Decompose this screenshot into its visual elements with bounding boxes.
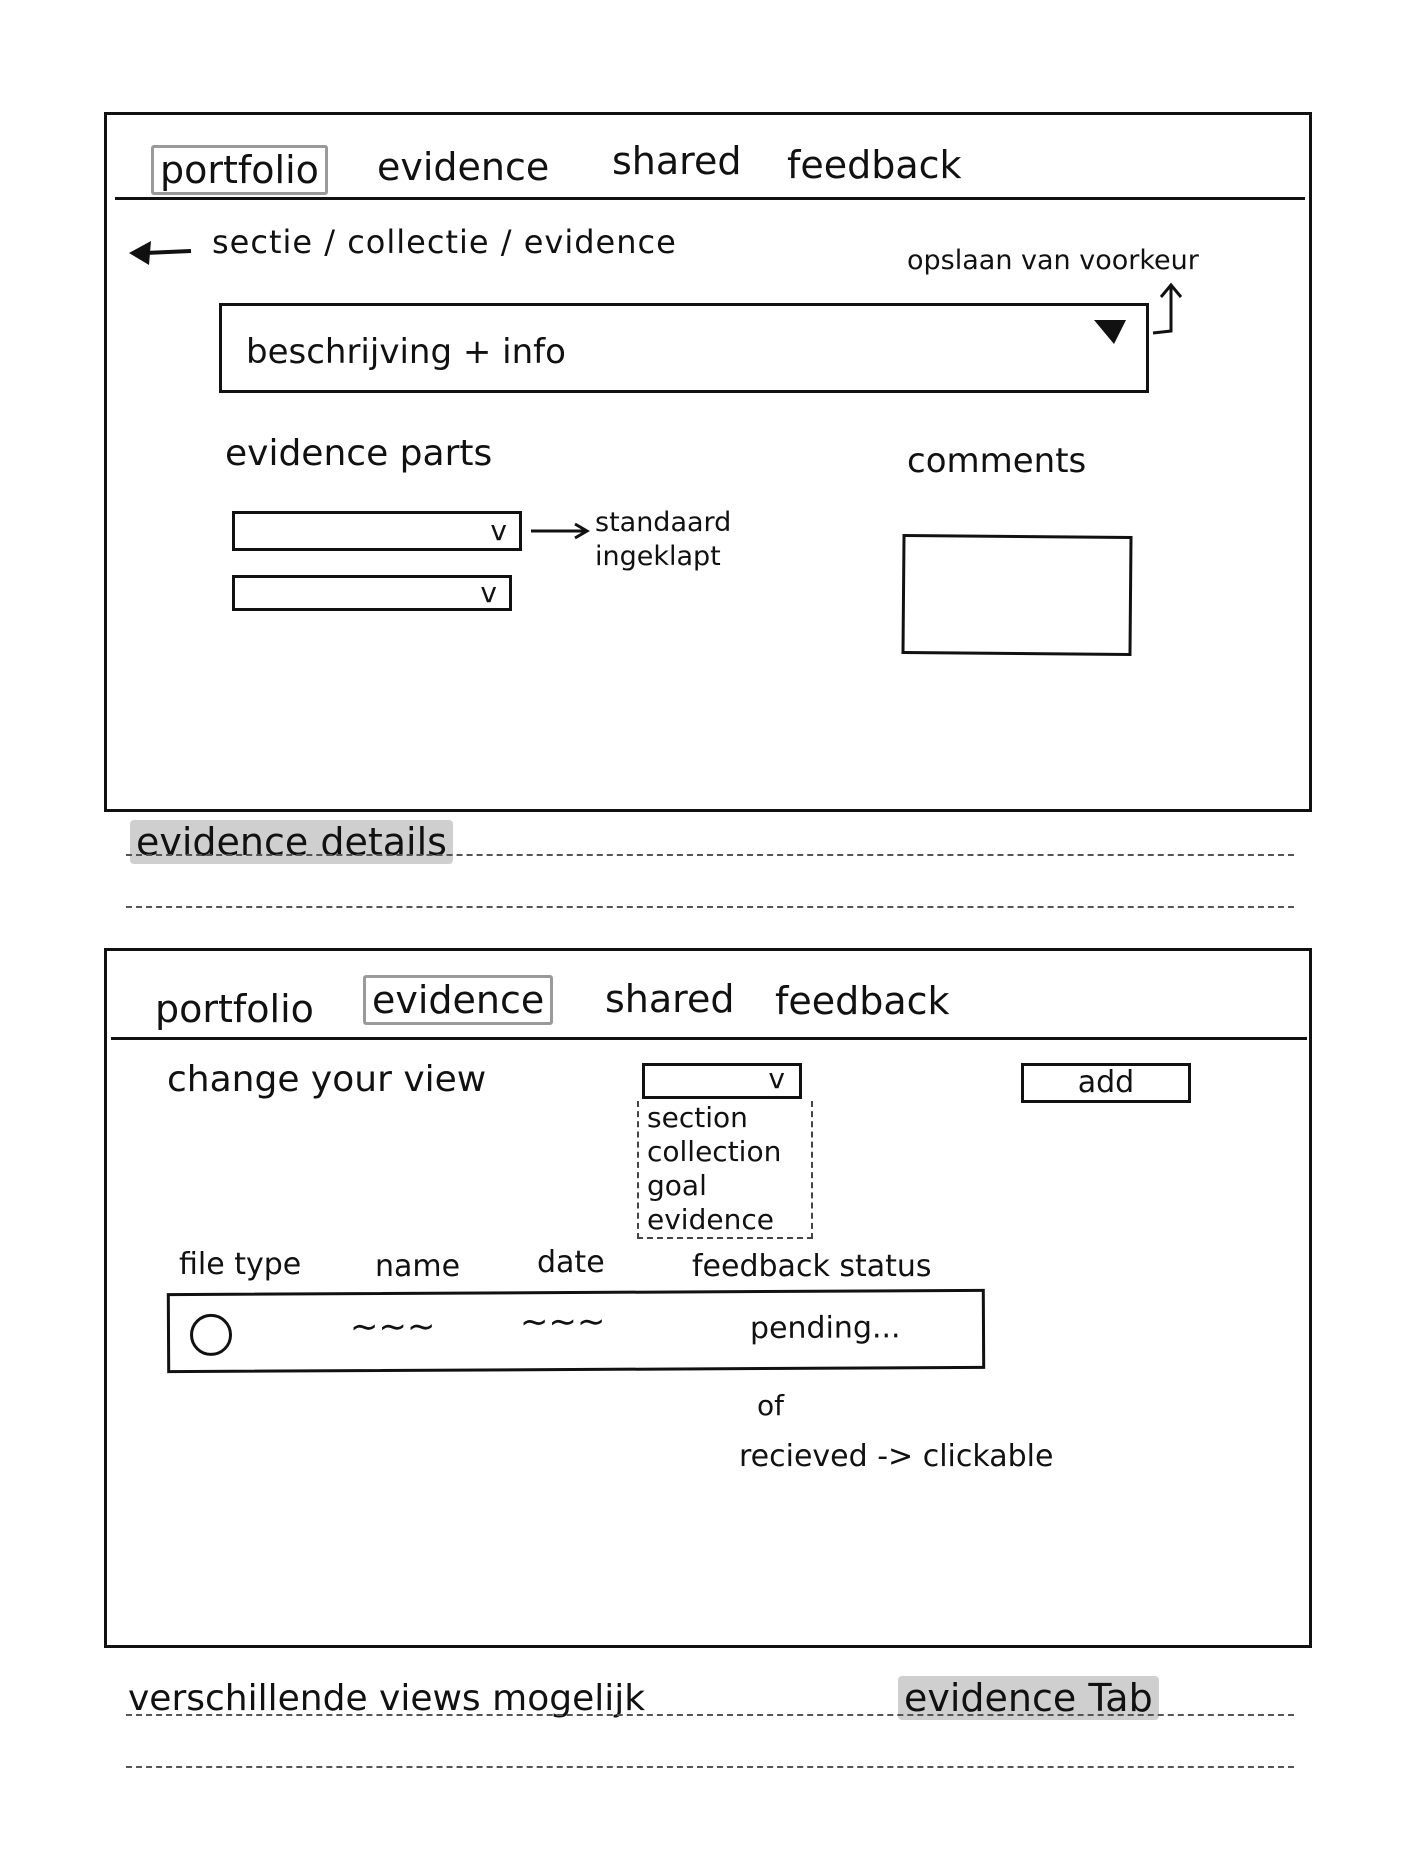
row-name: ~~~ <box>349 1306 436 1348</box>
tab-evidence[interactable]: evidence <box>377 145 550 189</box>
comments-label: comments <box>907 441 1087 481</box>
default-collapsed-arrow-icon <box>529 521 593 541</box>
tab-shared[interactable]: shared <box>612 139 742 183</box>
evidence-parts-label: evidence parts <box>225 433 493 474</box>
description-field-label: beschrijving + info <box>246 332 566 372</box>
save-preference-note: opslaan van voorkeur <box>907 245 1199 276</box>
tab-bar-divider <box>111 1037 1307 1040</box>
view-dropdown-menu <box>637 1101 813 1239</box>
breadcrumb[interactable]: sectie / collectie / evidence <box>212 223 677 261</box>
change-view-label: change your view <box>167 1059 487 1100</box>
tab-feedback[interactable]: feedback <box>787 143 962 187</box>
tab-bar-divider <box>115 197 1305 200</box>
file-type-icon <box>190 1314 232 1356</box>
tab-shared[interactable]: shared <box>605 977 735 1021</box>
column-file-type: file type <box>179 1247 302 1282</box>
view-select[interactable] <box>642 1063 802 1099</box>
or-note: of <box>757 1389 784 1422</box>
caption-line <box>126 854 1294 856</box>
row-date: ~~~ <box>519 1301 606 1343</box>
back-arrow-icon[interactable] <box>125 233 195 273</box>
column-feedback-status: feedback status <box>692 1249 932 1284</box>
view-option-goal[interactable]: goal <box>647 1169 707 1202</box>
row-feedback-status[interactable]: pending... <box>749 1310 901 1347</box>
caption-line <box>126 906 1294 908</box>
tab-portfolio[interactable]: portfolio <box>151 145 328 195</box>
wireframe-evidence-details <box>104 112 1312 812</box>
chevron-down-icon: v <box>490 514 507 547</box>
tab-feedback[interactable]: feedback <box>775 979 950 1023</box>
add-button[interactable] <box>1021 1063 1191 1103</box>
tab-portfolio[interactable]: portfolio <box>155 987 314 1031</box>
view-option-collection[interactable]: collection <box>647 1135 782 1168</box>
save-arrow-icon <box>1149 281 1189 341</box>
chevron-down-icon: v <box>768 1062 785 1095</box>
evidence-part-select-2[interactable] <box>232 575 512 611</box>
caption-line <box>126 1714 1294 1716</box>
default-collapsed-note-line1: standaard <box>595 507 732 538</box>
chevron-down-icon: v <box>480 576 497 609</box>
view-option-section[interactable]: section <box>647 1101 748 1134</box>
caption-line <box>126 1766 1294 1768</box>
column-date: date <box>537 1245 605 1280</box>
view-option-evidence[interactable]: evidence <box>647 1203 774 1236</box>
dropdown-triangle-icon[interactable] <box>1092 316 1128 346</box>
add-button-label: add <box>1077 1065 1135 1100</box>
default-collapsed-note-line2: ingeklapt <box>595 541 721 572</box>
evidence-part-select-1[interactable] <box>232 511 522 551</box>
comments-box[interactable] <box>901 534 1132 656</box>
caption-views-possible: verschillende views mogelijk <box>128 1678 646 1719</box>
description-field[interactable] <box>219 303 1149 393</box>
caption-evidence-tab: evidence Tab <box>898 1676 1159 1720</box>
table-row[interactable] <box>167 1289 985 1373</box>
caption-evidence-details: evidence details <box>130 820 453 864</box>
received-clickable-note: recieved -> clickable <box>739 1439 1054 1474</box>
tab-evidence[interactable]: evidence <box>363 975 553 1025</box>
wireframe-evidence-tab <box>104 948 1312 1648</box>
column-name: name <box>375 1249 461 1284</box>
